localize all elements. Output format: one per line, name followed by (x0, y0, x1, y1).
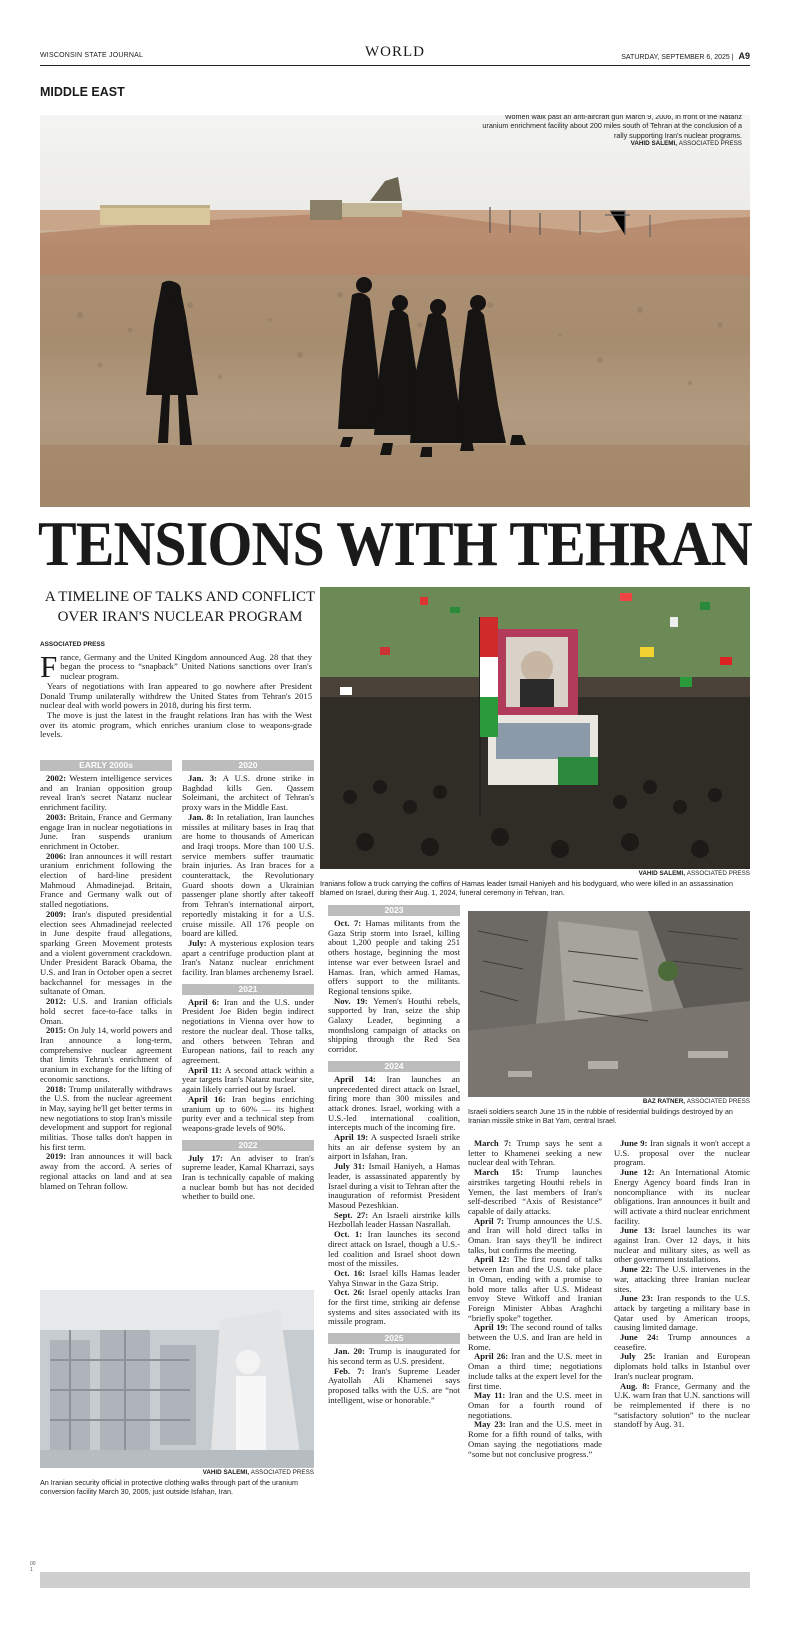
timeline-entry (328, 919, 460, 997)
timeline-text: Yemen's Houthi rebels, supported by Iran, seize the ship Galaxy Leader, beginning a monthslong campaign of attacks on shipping through the Red Sea corridor. (328, 995, 461, 1055)
timeline-entry (468, 1323, 602, 1352)
timeline-date: July 17: (188, 1152, 223, 1163)
timeline-date: Jan. 20: (334, 1346, 365, 1357)
timeline-text: Israel launches its war against Iran. Over 12 days, it hits nuclear and military sites, as well as other government installations. (614, 1225, 750, 1265)
timeline-text: Trump announces a ceasefire. (614, 1332, 750, 1352)
timeline-text: A second attack within a year targets Iran's Natanz nuclear site, again likely carried out by Israel. (182, 1064, 314, 1095)
timeline-text: Iranian and European diplomats hold talks in Istanbul over Iran's nuclear program. (614, 1351, 750, 1381)
timeline-entry (614, 1333, 750, 1352)
timeline-text: Iran announces it will back away from the accord. A series of regional attacks on land and at sea blamed on Tehran follow. (40, 1151, 172, 1191)
timeline-entry (182, 939, 314, 978)
timeline-entry (328, 1133, 460, 1162)
timeline-text: The second round of talks between the U.S. and Iran are held in Rome. (468, 1322, 602, 1352)
timeline-date: 2018: (46, 1083, 67, 1094)
section-label: MIDDLE EAST (40, 85, 125, 99)
timeline-date: April 7: (474, 1215, 504, 1226)
timeline-entry (40, 1085, 172, 1153)
timeline-entry (182, 998, 314, 1066)
timeline-text: Trump is inaugurated for his second term as U.S. president. (328, 1346, 460, 1366)
timeline-date: 2006: (46, 850, 67, 861)
timeline-entry (182, 1066, 314, 1095)
timeline-entry (328, 1162, 460, 1211)
funeral-caption: Iranians follow a truck carrying the coffins of Hamas leader Ismail Haniyeh and his bodyguard, who were killed in an assassination blamed on Israel, during their Aug. 1, 2024, funeral ceremony in Tehran, Iran. (320, 879, 733, 898)
hero-caption: Women walk past an anti-aircraft gun March 9, 2006, in front of the Natanz uranium enrichment facility about 200 miles south of Tehran at the conclusion of a rally supporting Iran's nuclear programs. (482, 115, 742, 140)
timeline-text: Trump launches airstrikes targeting Houthi rebels in Yemen, the last members of Iran's self-described “Axis of Resistance” capable of daily attacks. (468, 1167, 602, 1216)
timeline-entry (614, 1352, 750, 1381)
timeline-text: In retaliation, Iran launches missiles at military bases in Iraq that are home to thousands of American and Iraqi troops. More than 100 U.S. service members suffer traumatic brain injuries. As Iran braces for a counterattack, the Revolutionary Guard shoots down a Ukrainian passenger plane shortly after takeoff from Tehran's international airport, reportedly mistaking it for a U.S. cruise missile. All 176 people on board are killed. (182, 811, 314, 939)
timeline-text: A mysterious explosion tears apart a centrifuge production plant at Iran's Natanz nuclear enrichment facility. Iran blames archenemy Israel. (182, 937, 314, 978)
timeline-text: Iran and the U.S. meet in Oman a third time; negotiations include talks at the expert level for the first time. (468, 1351, 602, 1391)
timeline-column-2 (182, 760, 314, 1202)
footer-bar (40, 1572, 750, 1588)
timeline-entry (468, 1420, 602, 1459)
timeline-text: Iran and the U.S. meet in Rome for a fifth round of talks, with Oman saying the negotiations made “some but not conclusive progress.” (468, 1419, 603, 1459)
timeline-entry (468, 1139, 602, 1168)
timeline-text: An International Atomic Energy Agency board finds Iran in noncompliance with its nuclear obligations. Iran announces it built and will activate a third nuclear enrichment facility. (614, 1167, 750, 1226)
byline: ASSOCIATED PRESS (40, 641, 105, 648)
date-line: SATURDAY, SEPTEMBER 6, 2025 | A9 (621, 51, 750, 61)
rubble-caption: Israeli soldiers search June 15 in the rubble of residential buildings destroyed by an Iranian missile strike in Bat Yam, central Israel. (468, 1107, 733, 1126)
timeline-date: Oct. 7: (334, 918, 362, 928)
timeline-text: Iran and the U.S. meet in Oman for a fourth round of negotiations. (468, 1390, 602, 1420)
funeral-photo (320, 587, 750, 869)
timeline-date: Jan. 8: (188, 811, 214, 822)
timeline-date: July: (188, 937, 207, 948)
timeline-text: Hamas militants from the Gaza Strip storm into Israel, killing about 1,200 people and taking 251 others hostage, beginning the most intense war ever between Israel and Hamas. Iran, which armed Hamas, offers support to the militants. Regional tensions spike. (328, 918, 460, 996)
timeline-column-4 (468, 1139, 602, 1459)
intro-paragraph-1: rance, Germany and the United Kingdom announced Aug. 28 that they began the process to “snapback” United Nations sanctions over Iran's nuclear program. (60, 651, 312, 682)
timeline-date: May 23: (474, 1419, 506, 1430)
timeline-text: U.S. and Iranian officials hold secret face-to-face talks in Oman. (40, 996, 172, 1026)
intro-paragraph-3: The move is just the latest in the fraught relations Iran has with the West over its atomic program, which enriches uranium close to weapons-grade levels. (40, 709, 312, 740)
timeline-date: April 16: (188, 1093, 226, 1104)
timeline-entry (614, 1168, 750, 1226)
timeline-date: Oct. 1: (334, 1229, 363, 1240)
hero-credit: VAHID SALEMI, ASSOCIATED PRESS (630, 139, 742, 147)
timeline-entry (614, 1382, 750, 1431)
timeline-date: April 26: (474, 1351, 509, 1362)
timeline-text: Iran signals it won't accept a U.S. proposal over the nuclear program. (614, 1138, 751, 1168)
timeline-date: April 6: (188, 996, 220, 1007)
timeline-text: Iran announces it will restart uranium enrichment following the election of hard-line president Mahmoud Ahmadinejad. Britain, France and Germany walk out of stalled negotiations. (40, 850, 172, 910)
timeline-year-header: 2025 (328, 1333, 460, 1344)
timeline-date: June 12: (620, 1167, 655, 1178)
timeline-date: Oct. 16: (334, 1267, 366, 1278)
timeline-text: Western intelligence services and an Iranian opposition group reveal Iran's secret Natanz nuclear enrichment facility. (40, 773, 172, 813)
timeline-entry (40, 852, 172, 910)
timeline-year-header: EARLY 2000s (40, 760, 172, 771)
timeline-entry (40, 997, 172, 1026)
masthead (40, 44, 750, 66)
rubble-credit: BAZ RATNER, ASSOCIATED PRESS (642, 1098, 750, 1105)
timeline-date: April 19: (334, 1132, 369, 1143)
timeline-date: July 31: (334, 1161, 365, 1172)
timeline-entry (328, 1269, 460, 1288)
timeline-entry (40, 1152, 172, 1191)
timeline-date: 2019: (46, 1151, 67, 1162)
intro-paragraph-2: Years of negotiations with Iran appeared to go nowhere after President Donald Trump unilaterally withdrew the United States from Tehran's 2015 nuclear deal with world powers in 2018, during his first term. (40, 680, 312, 711)
timeline-text: Trump unilaterally withdraws the U.S. from the nuclear agreement in May, saying he'll get better terms in new negotiations to stop Iran's missile development and support for regional militias. Those talks don't happen in his first term. (40, 1083, 172, 1152)
timeline-text: Trump says he sent a letter to Khamenei seeking a new nuclear deal with Tehran. (468, 1138, 602, 1168)
timeline-date: Oct. 26: (334, 1287, 365, 1298)
timeline-entry (614, 1294, 750, 1333)
timeline-text: The U.S. intervenes in the war, attacking three Iranian nuclear sites. (614, 1264, 750, 1294)
timeline-column-5 (614, 1139, 750, 1430)
timeline-entry (328, 1347, 460, 1366)
paper-name: WISCONSIN STATE JOURNAL (40, 52, 144, 59)
timeline-date: June 24: (620, 1332, 659, 1343)
timeline-date: June 9: (620, 1138, 648, 1148)
rubble-photo (468, 911, 750, 1097)
timeline-entry (328, 1075, 460, 1133)
timeline-text: The first round of talks between Iran and the U.S. take place in Oman, ending with a promise to hold more talks after U.S. Mideast envoy Steve Witkoff and Iranian Foreign Minister Abbas Araghchi “briefly spoke” together. (468, 1254, 602, 1323)
timeline-entry (328, 1288, 460, 1327)
timeline-date: Sept. 27: (334, 1209, 369, 1220)
headline: TENSIONS WITH TEHRAN (38, 509, 752, 579)
timeline-text: Iran responds to the U.S. attack by targeting a military base in Qatar used by American troops, causing limited damage. (614, 1293, 750, 1333)
timeline-date: Jan. 3: (188, 773, 217, 783)
timeline-text: Iran's Supreme Leader Ayatollah Ali Khamenei says proposed talks with the U.S. are “not intelligent, wise or honorable.” (328, 1365, 460, 1405)
drop-cap: F (40, 648, 58, 684)
timeline-date: 2002: (46, 773, 67, 783)
timeline-date: July 25: (620, 1351, 656, 1362)
timeline-date: 2015: (46, 1025, 67, 1036)
timeline-entry (468, 1255, 602, 1323)
section-title: WORLD (365, 44, 425, 60)
timeline-date: March 7: (474, 1138, 512, 1148)
intro-story (40, 640, 312, 740)
page-number: A9 (738, 51, 750, 61)
timeline-text: A suspected Israeli strike hits an air defense system by an airport in Isfahan, Iran. (328, 1132, 460, 1162)
timeline-entry (328, 1211, 460, 1230)
timeline-date: March 15: (474, 1167, 524, 1178)
timeline-date: May 11: (474, 1390, 506, 1401)
timeline-date: Nov. 19: (334, 995, 368, 1006)
timeline-entry (40, 1026, 172, 1084)
timeline-entry (468, 1352, 602, 1391)
facility-credit: VAHID SALEMI, ASSOCIATED PRESS (202, 1469, 314, 1476)
facility-photo (40, 1290, 314, 1468)
timeline-text: Trump announces the U.S. and Iran will hold direct talks in Oman. Iran says they'll be indirect talks, but confirms the meeting. (468, 1215, 603, 1255)
timeline-entry (328, 997, 460, 1055)
timeline-year-header: 2022 (182, 1140, 314, 1151)
hero-photo (40, 115, 750, 507)
timeline-entry (468, 1168, 602, 1217)
timeline-date: 2009: (46, 908, 67, 919)
timeline-entry (182, 813, 314, 939)
timeline-text: An adviser to Iran's supreme leader, Kamal Kharrazi, says Iran is technically capable of making a nuclear bomb but has not decided whether to build one. (182, 1152, 314, 1202)
timeline-date: April 14: (334, 1073, 376, 1084)
timeline-text: Ismail Haniyeh, a Hamas leader, is assassinated apparently by Israel during a visit to Tehran after the inauguration of reformist President Masoud Pezeshkian. (328, 1161, 460, 1210)
timeline-text: Iran launches an unprecedented direct attack on Israel, firing more than 300 missiles and attack drones. Israel, working with a U.S.-led international coalition, intercepts much of the incoming fire. (328, 1073, 460, 1133)
timeline-entry (182, 774, 314, 813)
timeline-date: Aug. 8: (620, 1380, 650, 1391)
timeline-entry (182, 1095, 314, 1134)
timeline-column-3 (328, 905, 460, 1405)
timeline-year-header: 2020 (182, 760, 314, 771)
timeline-year-header: 2021 (182, 984, 314, 995)
timeline-entry (40, 774, 172, 813)
hero-caption-block (480, 115, 742, 147)
timeline-text: On July 14, world powers and Iran announce a long-term, comprehensive nuclear agreement that limits Tehran's enrichment of uranium in exchange for the lifting of economic sanctions. (40, 1025, 172, 1084)
timeline-text: Iran and the U.S. under President Joe Biden begin indirect negotiations in Vienna over how to restore the nuclear deal. Those talks, and others between Tehran and European nations, fail to reach any agreement. (182, 996, 314, 1065)
timeline-text: Iran launches its second direct attack on Israel, though a U.S.-led coalition and Israel shoot down most of the missiles. (328, 1229, 460, 1269)
timeline-entry (468, 1391, 602, 1420)
timeline-entry (182, 1154, 314, 1203)
timeline-date: April 12: (474, 1254, 510, 1265)
timeline-entry (614, 1226, 750, 1265)
subhead: A TIMELINE OF TALKS AND CONFLICT OVER IRAN'S NUCLEAR PROGRAM (44, 589, 316, 625)
facility-caption: An Iranian security official in protective clothing walks through part of the uranium conversion facility March 30, 2005, just outside Isfahan, Iran. (40, 1478, 298, 1497)
timeline-year-header: 2023 (328, 905, 460, 916)
timeline-entry (40, 910, 172, 997)
timeline-entry (468, 1217, 602, 1256)
timeline-year-header: 2024 (328, 1061, 460, 1072)
funeral-credit: VAHID SALEMI, ASSOCIATED PRESS (638, 870, 750, 877)
timeline-entry (40, 813, 172, 852)
page-folio: 00 1 (30, 1561, 36, 1573)
timeline-entry (328, 1230, 460, 1269)
timeline-column-1 (40, 760, 172, 1191)
timeline-date: April 19: (474, 1322, 508, 1333)
timeline-text: Britain, France and Germany engage Iran in nuclear negotiations in June. Iran suspends uranium enrichment in October. (40, 811, 172, 851)
timeline-date: 2003: (46, 811, 67, 822)
timeline-entry (614, 1265, 750, 1294)
issue-date: SATURDAY, SEPTEMBER 6, 2025 (621, 54, 730, 61)
timeline-text: Iran's disputed presidential election sees Ahmadinejad reelected in June despite fraud allegations, sparking Green Movement protests and a violent government crackdown. Under President Barack Obama, the U.S. and Iran in October open a secret backchannel for messages in the sultanate of Oman. (40, 908, 172, 997)
timeline-date: 2012: (46, 996, 67, 1007)
timeline-entry (328, 1367, 460, 1406)
timeline-text: Israel kills Hamas leader Yahya Sinwar in the Gaza Strip. (328, 1267, 460, 1288)
timeline-date: June 13: (620, 1225, 656, 1236)
timeline-entry (614, 1139, 750, 1168)
timeline-text: France, Germany and the U.K. warn Iran that U.N. sanctions will be reimplemented if there is no “satisfactory solution” to the nuclear standoff by Aug. 31. (614, 1380, 750, 1430)
timeline-text: Iran begins enriching uranium up to 60% — its highest purity ever and a technical step from weapons-grade levels of 90%. (182, 1093, 314, 1133)
timeline-date: Feb. 7: (334, 1365, 365, 1376)
timeline-date: June 22: (620, 1264, 653, 1275)
timeline-text: An Israeli airstrike kills Hezbollah leader Hassan Nasrallah. (328, 1209, 460, 1230)
timeline-text: Israel openly attacks Iran for the first time, striking air defense systems and sites associated with its missile program. (328, 1287, 460, 1327)
timeline-text: A U.S. drone strike in Baghdad kills Gen. Qassem Soleimani, the architect of Tehran's proxy wars in the Middle East. (182, 773, 314, 813)
timeline-date: June 23: (620, 1293, 654, 1304)
timeline-date: April 11: (188, 1064, 222, 1075)
